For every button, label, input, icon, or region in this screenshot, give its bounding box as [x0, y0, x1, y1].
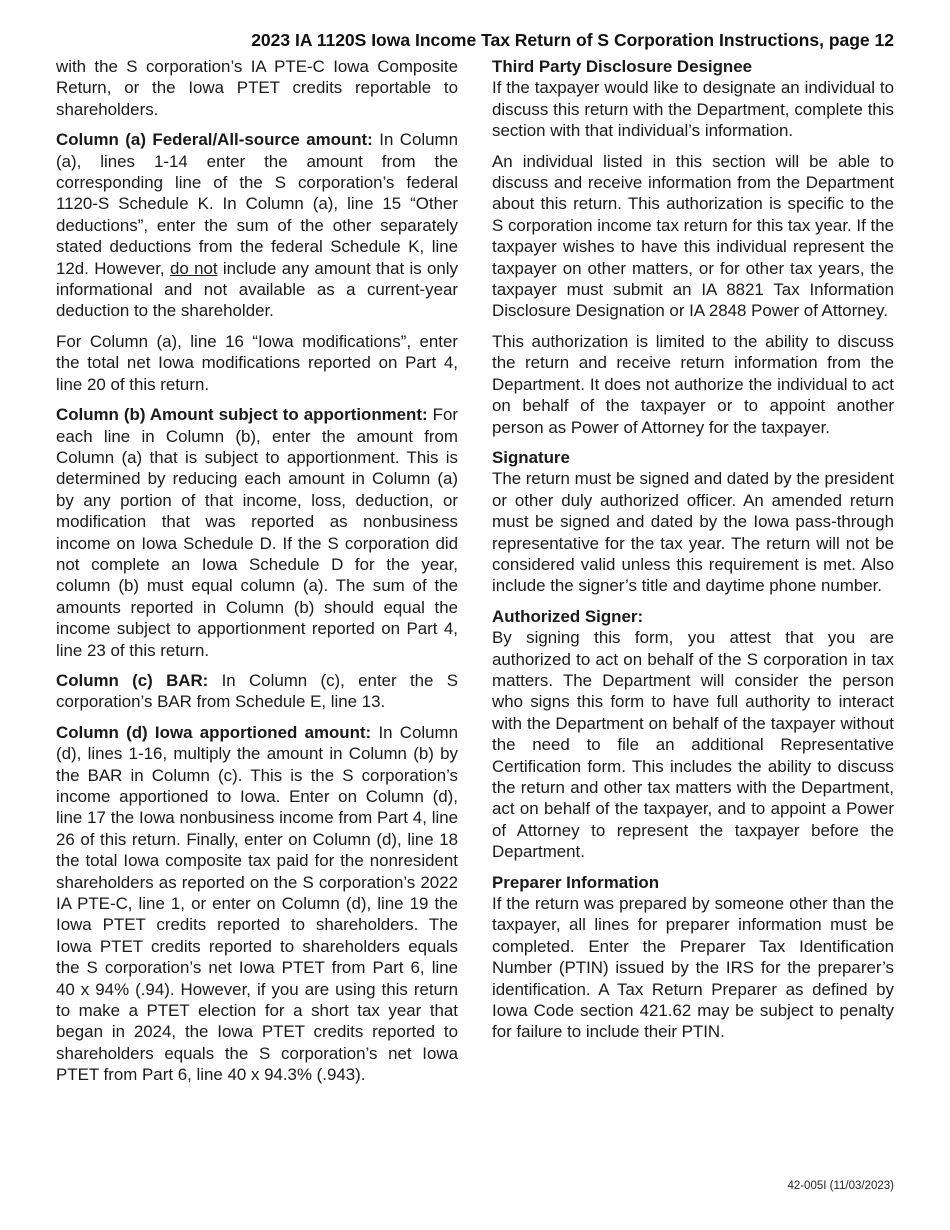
- footer-form-id: 42-005I (11/03/2023): [787, 1180, 894, 1192]
- intro-paragraph: with the S corporation’s IA PTE-C Iowa Composite Return, or the Iowa PTET credits reportable to shareholders.: [56, 57, 458, 119]
- signature-heading: Signature: [492, 447, 570, 467]
- column-d-text: In Column (d), lines 1-16, multiply the amount in Column (b) by the BAR in Column (c). This is the S corporation’s income apportioned to Iowa. Enter on Column (d), line 17 the Iowa nonbusiness income from Part 4, line 26 of this return. Finally, enter on Column (d), line 18 the total Iowa composite tax paid for the nonresident shareholders as reported on the S corporation’s 2022 IA PTE-C, line 1, or enter on Column (d), line 19 the Iowa PTET credits reported to shareholders. The Iowa PTET credits reported to shareholders equals the S corporation’s net Iowa PTET from Part 6, line 40 x 94% (.94). However, if you are using this return to make a PTET election for a short tax year that began in 2024, the Iowa PTET credits reported to shareholders equals the S corporation’s net Iowa PTET from Part 6, line 40 x 94.3% (.943).: [56, 722, 458, 1085]
- column-a-line16-paragraph: For Column (a), line 16 “Iowa modifications”, enter the total net Iowa modifications reported on Part 4, line 20 of this return.: [56, 331, 458, 394]
- column-d-lead: Column (d) Iowa apportioned amount:: [56, 722, 372, 742]
- left-column: [56, 56, 458, 1095]
- column-a-lead: Column (a) Federal/All-source amount:: [56, 130, 373, 150]
- column-b-lead: Column (b) Amount subject to apportionment:: [56, 405, 428, 425]
- third-party-heading: Third Party Disclosure Designee: [492, 57, 753, 76]
- third-party-paragraph-3: This authorization is limited to the ability to discuss the return and receive return information from the Department. It does not authorize the individual to act on behalf of the taxpayer or to appoint another person as Power of Attorney for the taxpayer.: [492, 331, 894, 437]
- column-c-paragraph: [56, 670, 458, 713]
- column-b-paragraph: [56, 404, 458, 661]
- third-party-paragraph-2: An individual listed in this section will be able to discuss and receive information from the Department about this return. This authorization is specific to the S corporation income tax return for this tax year. If the taxpayer wishes to have this individual represent the taxpayer on other matters, or for other tax years, the taxpayer must submit an IA 8821 Tax Information Disclosure Designation or IA 2848 Power of Attorney.: [492, 151, 894, 321]
- column-d-paragraph: [56, 722, 458, 1086]
- column-c-text: In Column (c), enter the S corporation’s BAR from Schedule E, line 13.: [56, 670, 458, 712]
- column-a-text-2: include any amount that is only informational and not available as a current-year deduction to the shareholder.: [56, 258, 459, 321]
- authorized-signer-paragraph: By signing this form, you attest that you are authorized to act on behalf of the S corporation in tax matters. The Department will consider the person who signs this form to have full authority to interact with the Department on behalf of the taxpayer without the need to file an additional Representative Certification form. This includes the ability to discuss the return and other tax matters with the Department, act on behalf of the taxpayer, and to appoint a Power of Attorney to represent the taxpayer before the Department.: [492, 628, 894, 862]
- column-b-text: For each line in Column (b), enter the amount from Column (a) that is subject to apportionment. This is determined by reducing each amount in Column (a) by any portion of that income, loss, deduction, or modification that was reported as nonbusiness income on Iowa Schedule D. If the S corporation did not complete an Iowa Schedule D for the year, column (b) must equal column (a). The sum of the amounts reported in Column (b) should equal the income subject to apportionment reported on Part 4, line 23 of this return.: [56, 405, 458, 660]
- preparer-heading: Preparer Information: [492, 872, 660, 892]
- signature-paragraph: The return must be signed and dated by the president or other duly authorized officer. An amended return must be signed and dated by the Iowa pass-through representative for the tax year. The return will not be considered valid unless this requirement is met. Also include the signer’s title and daytime phone number.: [492, 469, 894, 596]
- column-c-lead: Column (c) BAR:: [56, 670, 209, 690]
- column-a-underline: do not: [169, 258, 218, 278]
- third-party-paragraph-1: If the taxpayer would like to designate an individual to discuss this return with the Department, complete this section with that individual’s information.: [492, 78, 894, 141]
- page-header-title: 2023 IA 1120S Iowa Income Tax Return of S Corporation Instructions, page 12: [251, 30, 894, 50]
- right-column: [492, 56, 894, 1052]
- preparer-paragraph: If the return was prepared by someone other than the taxpayer, all lines for preparer information must be completed. Enter the Preparer Tax Identification Number (PTIN) issued by the IRS for the preparer’s identification. A Tax Return Preparer as defined by Iowa Code section 421.62 may be subject to penalty for failure to include their PTIN.: [492, 894, 894, 1042]
- column-a-paragraph: [56, 129, 458, 322]
- column-a-text-1: In Column (a), lines 1-14 enter the amount from the corresponding line of the S corporation’s federal 1120-S Schedule K. In Column (a), line 15 “Other deductions”, enter the sum of the other separately stated deductions from the federal Schedule K, line 12d. However,: [56, 130, 458, 278]
- authorized-signer-heading: Authorized Signer:: [492, 606, 644, 626]
